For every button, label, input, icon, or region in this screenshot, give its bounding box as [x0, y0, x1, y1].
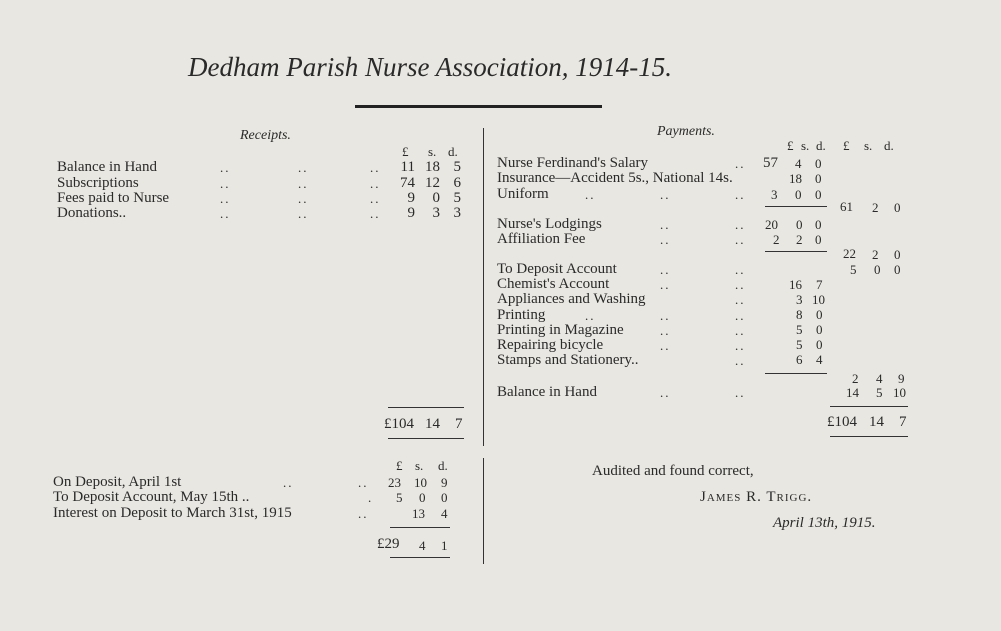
receipts-total-pence: 7 [455, 416, 463, 432]
payment-label: Repairing bicycle [497, 337, 604, 353]
amount-shillings: 5 [796, 337, 803, 352]
dot-leader: .. [660, 277, 671, 292]
amount-pence: 0 [816, 322, 823, 337]
payments-outer-col-pence: d. [884, 138, 894, 153]
dot-leader: .. [358, 475, 369, 490]
receipts-total-shillings: 14 [425, 416, 440, 432]
dot-leader: .. [735, 156, 746, 171]
subtotal-shillings: 2 [872, 200, 879, 215]
payments-total-shillings: 14 [869, 414, 884, 430]
payments-inner-col-pound: £ [787, 138, 794, 153]
dot-leader: .. [298, 206, 309, 221]
amount-pounds: 74 [400, 175, 415, 191]
payment-label: Uniform [497, 186, 549, 202]
dot-leader: .. [735, 385, 746, 400]
audit-date: April 13th, 1915. [773, 515, 876, 531]
deposit-total-double-rule [390, 557, 450, 558]
subtotal-pence: 0 [894, 247, 901, 262]
amount-shillings: 10 [414, 475, 427, 490]
amount-shillings: 13 [412, 506, 425, 521]
payment-label: Nurse's Lodgings [497, 216, 602, 232]
deposit-total-rule [390, 527, 450, 528]
dot-leader: .. [358, 506, 369, 521]
deposit-row-label: To Deposit Account, May 15th .. [53, 489, 250, 505]
receipts-heading: Receipts. [240, 128, 291, 143]
amount-pounds: 2 [773, 232, 780, 247]
amount-pence: 0 [441, 490, 448, 505]
receipts-total-rule [388, 407, 464, 408]
amount-pence: 4 [441, 506, 448, 521]
dot-leader: .. [298, 191, 309, 206]
amount-pence: 4 [816, 352, 823, 367]
amount-shillings: 18 [789, 171, 802, 186]
payments-inner-col-pence: d. [816, 138, 826, 153]
amount-pence: 10 [812, 292, 825, 307]
dot-leader: .. [660, 262, 671, 277]
amount-pounds: 57 [763, 155, 778, 171]
deposit-total-shillings: 4 [419, 538, 426, 553]
payments-total-double-rule [830, 436, 908, 437]
amount-shillings: 5 [796, 322, 803, 337]
subtotal-rule [765, 373, 827, 374]
deposit-total-pence: 1 [441, 538, 448, 553]
dot-leader: .. [298, 176, 309, 191]
dot-leader: .. [735, 353, 746, 368]
deposit-row-label: Interest on Deposit to March 31st, 1915 [53, 505, 292, 521]
payment-label: Nurse Ferdinand's Salary [497, 155, 649, 171]
amount-shillings: 2 [796, 232, 803, 247]
receipts-total-double-rule [388, 438, 464, 439]
amount-shillings: 4 [795, 156, 802, 171]
amount-shillings: 0 [419, 490, 426, 505]
amount-shillings: 0 [795, 187, 802, 202]
receipts-row-label: Subscriptions [57, 175, 139, 191]
dot-leader: .. [735, 292, 746, 307]
amount-shillings: 3 [432, 205, 440, 221]
dot-leader: .. [660, 323, 671, 338]
amount-pounds: 9 [407, 205, 415, 221]
amount-shillings: 12 [425, 175, 440, 191]
subtotal-pounds: 22 [843, 246, 856, 261]
dot-leader: . [368, 490, 374, 505]
amount-pounds: 14 [846, 385, 859, 400]
dot-leader: .. [660, 338, 671, 353]
dot-leader: .. [283, 475, 294, 490]
page-title: Dedham Parish Nurse Association, 1914-15. [188, 52, 672, 82]
receipts-row-label: Balance in Hand [57, 159, 157, 175]
payment-label: To Deposit Account [497, 261, 617, 277]
payment-label: Printing in Magazine [497, 322, 624, 338]
amount-shillings: 8 [796, 307, 803, 322]
deposit-col-shilling: s. [415, 458, 424, 473]
amount-pence: 0 [815, 156, 822, 171]
dot-leader: .. [735, 232, 746, 247]
amount-pence: 7 [816, 277, 823, 292]
dot-leader: .. [660, 308, 671, 323]
amount-shillings: 0 [432, 190, 440, 206]
audit-statement: Audited and found correct, [592, 463, 754, 479]
dot-leader: .. [660, 232, 671, 247]
amount-pence: 0 [815, 217, 822, 232]
dot-leader: .. [220, 160, 231, 175]
subtotal-shillings: 2 [872, 247, 879, 262]
amount-pence: 0 [816, 307, 823, 322]
subtotal-pence: 9 [898, 371, 905, 386]
payment-label: Chemist's Account [497, 276, 610, 292]
subtotal-rule [765, 206, 827, 207]
dot-leader: .. [585, 308, 596, 323]
deposit-col-pound: £ [396, 458, 403, 473]
dot-leader: .. [735, 338, 746, 353]
subtotal-rule [765, 251, 827, 252]
dot-leader: .. [220, 206, 231, 221]
dot-leader: .. [735, 308, 746, 323]
amount-pounds: 3 [771, 187, 778, 202]
payment-label: Printing [497, 307, 546, 323]
dot-leader: .. [660, 187, 671, 202]
amount-shillings: 3 [796, 292, 803, 307]
amount-pence: 0 [815, 171, 822, 186]
payments-inner-col-shilling: s. [801, 138, 810, 153]
amount-pounds: 20 [765, 217, 778, 232]
dot-leader: .. [735, 217, 746, 232]
deposit-total-pounds: £29 [377, 536, 400, 552]
payments-outer-col-pound: £ [843, 138, 850, 153]
subtotal-pounds: 2 [852, 371, 859, 386]
payments-total-rule [830, 406, 908, 407]
dot-leader: .. [220, 176, 231, 191]
dot-leader: .. [585, 187, 596, 202]
title-rule [355, 105, 602, 108]
subtotal-pounds: 61 [840, 199, 853, 214]
amount-shillings: 5 [876, 385, 883, 400]
amount-pence: 0 [894, 262, 901, 277]
amount-shillings: 0 [796, 217, 803, 232]
payments-heading: Payments. [657, 124, 715, 139]
dot-leader: .. [660, 385, 671, 400]
lower-divider [483, 458, 484, 564]
amount-pence: 0 [816, 337, 823, 352]
payment-label: Stamps and Stationery.. [497, 352, 639, 368]
amount-pence: 5 [453, 190, 461, 206]
amount-pence: 10 [893, 385, 906, 400]
payment-label: Insurance—Accident 5s., National 14s. [497, 170, 733, 186]
amount-pounds: 5 [396, 490, 403, 505]
subtotal-pence: 0 [894, 200, 901, 215]
amount-shillings: 18 [425, 159, 440, 175]
amount-shillings: 16 [789, 277, 802, 292]
receipts-total-pounds: £104 [384, 416, 414, 432]
dot-leader: .. [220, 191, 231, 206]
payments-total-pounds: £104 [827, 414, 857, 430]
amount-pence: 9 [441, 475, 448, 490]
dot-leader: .. [735, 323, 746, 338]
receipts-col-shilling: s. [428, 144, 437, 159]
dot-leader: .. [298, 160, 309, 175]
amount-shillings: 6 [796, 352, 803, 367]
payment-label: Affiliation Fee [497, 231, 586, 247]
deposit-row-label: On Deposit, April 1st [53, 474, 182, 490]
payment-label: Balance in Hand [497, 384, 597, 400]
dot-leader: .. [370, 206, 381, 221]
amount-pence: 5 [453, 159, 461, 175]
amount-pounds: 23 [388, 475, 401, 490]
amount-pence: 0 [815, 232, 822, 247]
receipts-col-pence: d. [448, 144, 458, 159]
dot-leader: .. [370, 191, 381, 206]
amount-pence: 6 [453, 175, 461, 191]
amount-pence: 3 [453, 205, 461, 221]
amount-pounds: 5 [850, 262, 857, 277]
amount-pence: 0 [815, 187, 822, 202]
receipts-row-label: Donations.. [57, 205, 127, 221]
subtotal-shillings: 4 [876, 371, 883, 386]
amount-shillings: 0 [874, 262, 881, 277]
dot-leader: .. [735, 277, 746, 292]
dot-leader: .. [735, 262, 746, 277]
amount-pounds: 11 [400, 159, 415, 175]
dot-leader: .. [370, 160, 381, 175]
receipts-row-label: Fees paid to Nurse [57, 190, 170, 206]
auditor-signature: James R. Trigg. [700, 489, 813, 505]
payments-total-pence: 7 [899, 414, 907, 430]
dot-leader: .. [660, 217, 671, 232]
center-divider [483, 128, 484, 446]
amount-pounds: 9 [407, 190, 415, 206]
dot-leader: .. [735, 187, 746, 202]
receipts-col-pound: £ [402, 144, 409, 159]
deposit-col-pence: d. [438, 458, 448, 473]
payments-outer-col-shilling: s. [864, 138, 873, 153]
payment-label: Appliances and Washing [497, 291, 646, 307]
dot-leader: .. [370, 176, 381, 191]
